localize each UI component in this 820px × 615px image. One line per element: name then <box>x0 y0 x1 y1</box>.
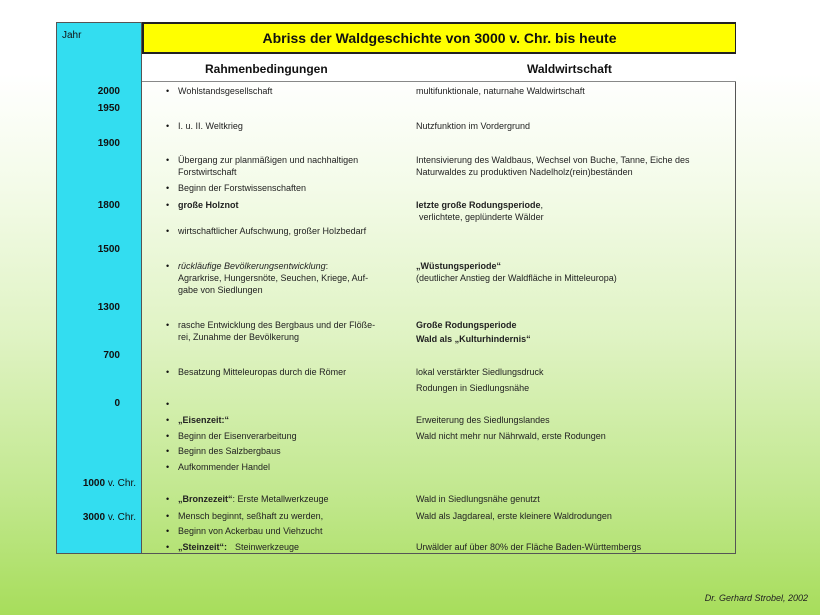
bullet: • <box>166 399 170 409</box>
condition-text: Beginn des Salzbergbaus <box>178 446 281 456</box>
year-1500: 1500 <box>97 244 120 255</box>
forestry-text: Nutzfunktion im Vordergrund <box>416 121 531 131</box>
condition-text: Übergang zur planmäßigen und nachhaltigen Forstwirtschaft <box>178 155 359 177</box>
condition-text: „Bronzezeit“: Erste Metallwerkzeuge <box>178 494 329 504</box>
forestry-text: Rodungen in Siedlungsnähe <box>416 383 530 393</box>
condition-text: Mensch beginnt, seßhaft zu werden, <box>178 511 324 521</box>
author-credit: Dr. Gerhard Strobel, 2002 <box>704 593 808 603</box>
condition-text: Aufkommender Handel <box>178 462 271 472</box>
forestry-text: Wald nicht mehr nur Nährwald, erste Rodungen <box>416 431 606 441</box>
year-3000-v-chr: 3000 v. Chr. <box>82 512 136 523</box>
bullet: • <box>166 446 170 456</box>
condition-text: rasche Entwicklung des Bergbaus und der Flöße- rei, Zunahme der Bevölkerung <box>178 320 376 342</box>
year-1950: 1950 <box>97 103 120 114</box>
column-header-waldwirtschaft: Waldwirtschaft <box>527 62 612 76</box>
bullet: • <box>166 462 170 472</box>
bullet: • <box>166 415 170 425</box>
condition-text: große Holznot <box>178 200 239 210</box>
bullet: • <box>166 367 170 377</box>
bullet: • <box>166 320 170 330</box>
year-1800: 1800 <box>97 200 120 211</box>
condition-text: Besatzung Mitteleuropas durch die Römer <box>178 367 347 377</box>
year-0: 0 <box>114 398 120 409</box>
condition-text: „Steinzeit“: Steinwerkzeuge <box>178 542 300 552</box>
page-title-text: Abriss der Waldgeschichte von 3000 v. Chr. bis heute <box>262 30 617 46</box>
year-700: 700 <box>103 350 120 361</box>
bullet: • <box>166 226 170 236</box>
condition-text: „Eisenzeit:“ <box>178 415 230 425</box>
condition-text: Wohlstandsgesellschaft <box>178 86 273 96</box>
forestry-text: Große Rodungsperiode Wald als „Kulturhindernis“ <box>416 320 531 344</box>
bullet: • <box>166 494 170 504</box>
condition-text: Beginn von Ackerbau und Viehzucht <box>178 526 323 536</box>
forestry-text: Erweiterung des Siedlungslandes <box>416 415 550 425</box>
condition-text: I. u. II. Weltkrieg <box>178 121 243 131</box>
bullet: • <box>166 121 170 131</box>
bullet: • <box>166 526 170 536</box>
condition-text: wirtschaftlicher Aufschwung, großer Holzbedarf <box>178 226 367 236</box>
bullet: • <box>166 155 170 165</box>
bullet: • <box>166 261 170 271</box>
year-1300: 1300 <box>97 302 120 313</box>
forestry-text: Intensivierung des Waldbaus, Wechsel von Buche, Tanne, Eiche des Naturwaldes zu produktiven Nadelholz(rein)beständen <box>416 155 690 177</box>
condition-text: Beginn der Forstwissenschaften <box>178 183 307 193</box>
forestry-text: Wald als Jagdareal, erste kleinere Waldrodungen <box>416 511 612 521</box>
forestry-text: letzte große Rodungsperiode, verlichtete, geplünderte Wälder <box>416 200 544 222</box>
page-title <box>142 22 736 54</box>
year-1000-v-chr: 1000 v. Chr. <box>82 478 136 489</box>
bullet: • <box>166 542 170 552</box>
bullet: • <box>166 183 170 193</box>
bullet: • <box>166 200 170 210</box>
bullet: • <box>166 431 170 441</box>
condition-text: rückläufige Bevölkerungsentwicklung: Agrarkrise, Hungersnöte, Seuchen, Kriege, Auf- gabe von Siedlungen <box>178 261 369 295</box>
year-1900: 1900 <box>97 138 120 149</box>
bullet: • <box>166 86 170 96</box>
year-2000: 2000 <box>97 86 120 97</box>
forestry-text: „Wüstungsperiode“ (deutlicher Anstieg der Waldfläche in Mitteleuropa) <box>416 261 617 283</box>
forestry-text: multifunktionale, naturnahe Waldwirtschaft <box>416 86 585 96</box>
condition-text: Beginn der Eisenverarbeitung <box>178 431 297 441</box>
year-column-header: Jahr <box>62 30 82 41</box>
forestry-text: Wald in Siedlungsnähe genutzt <box>416 494 540 504</box>
bullet: • <box>166 511 170 521</box>
forestry-text: Urwälder auf über 80% der Fläche Baden-Württembergs <box>416 542 642 552</box>
column-header-rahmenbedingungen: Rahmenbedingungen <box>205 62 328 76</box>
forestry-text: lokal verstärkter Siedlungsdruck <box>416 367 544 377</box>
